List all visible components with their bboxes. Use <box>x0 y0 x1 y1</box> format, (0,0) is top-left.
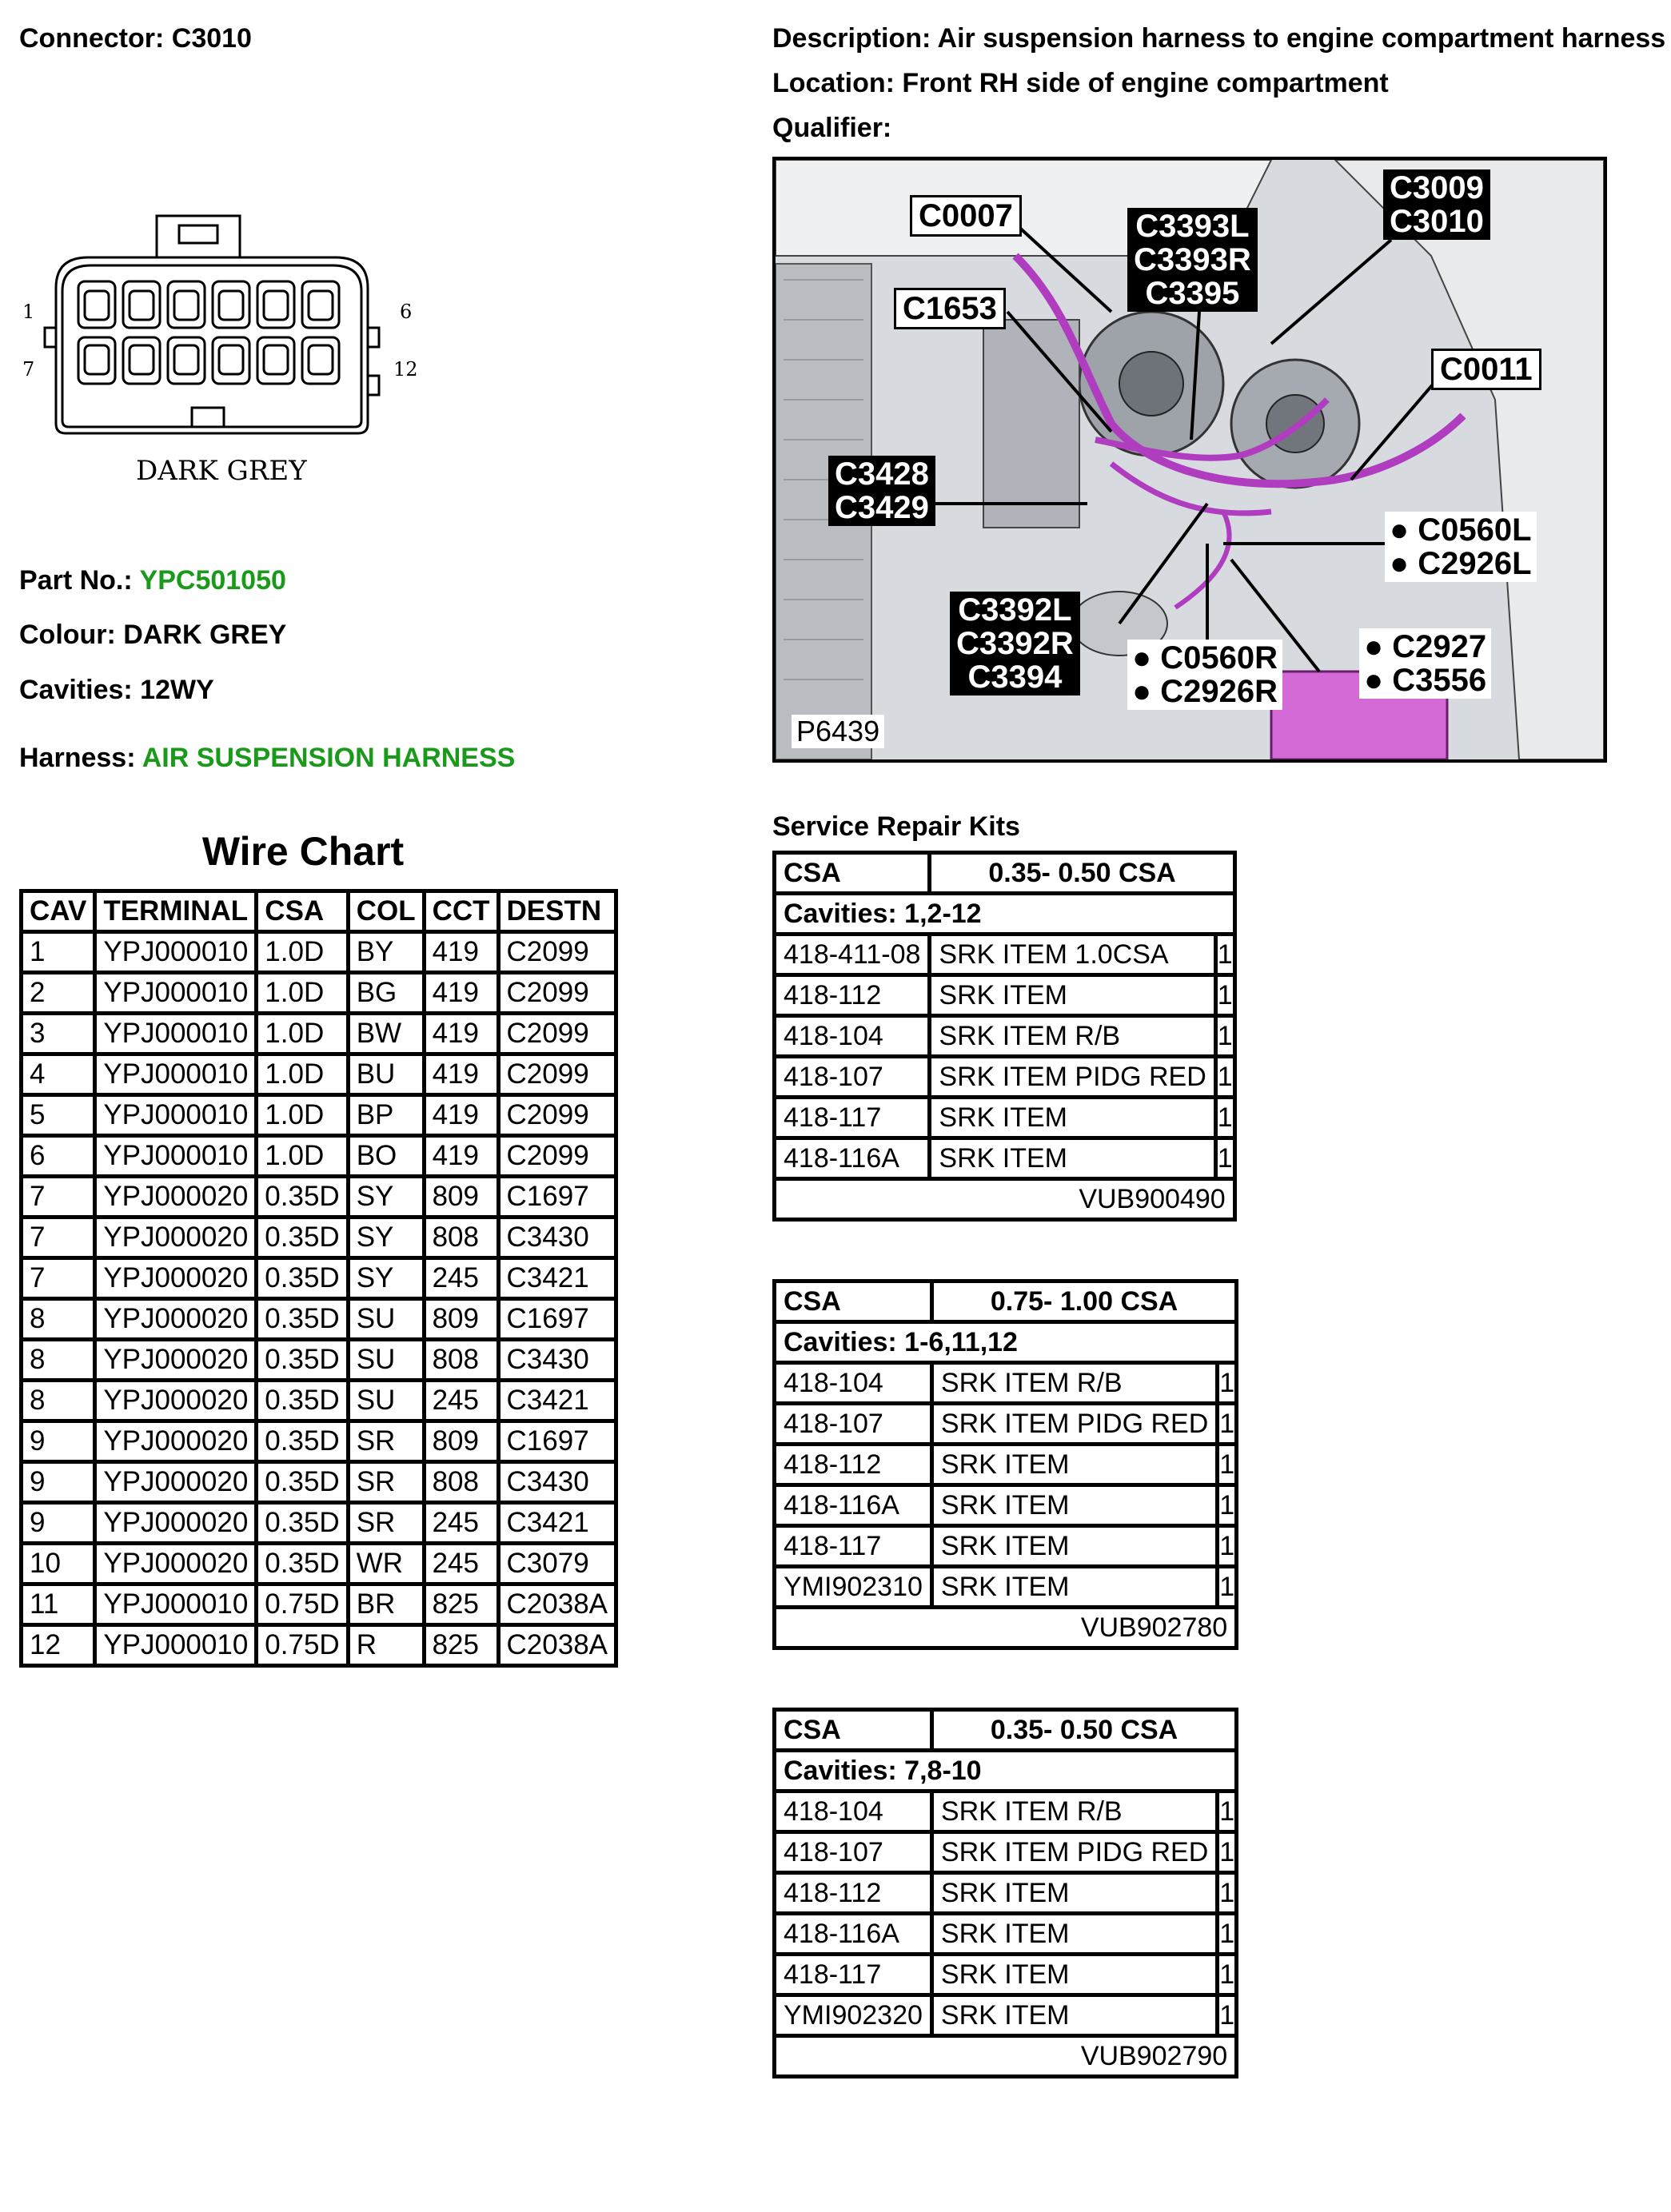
table-row <box>22 1584 616 1625</box>
kit-part-number: YMI902310 <box>775 1567 932 1608</box>
kit-part-number: 418-107 <box>775 1404 932 1445</box>
table-cell: 825 <box>424 1584 498 1625</box>
table-row <box>775 853 1235 894</box>
table-cell: WR <box>348 1544 424 1584</box>
colour-text: Colour: DARK GREY <box>19 620 287 650</box>
kit-part-number: 418-107 <box>775 1057 930 1098</box>
table-cell: C1697 <box>498 1177 616 1218</box>
table-row <box>22 1421 616 1462</box>
label-c1653: C1653 <box>894 288 1006 329</box>
csa-range: 0.35- 0.50 CSA <box>930 853 1234 894</box>
kit-part-number: 418-116A <box>775 1914 932 1955</box>
kit-item-description: SRK ITEM <box>930 975 1215 1016</box>
table-row <box>22 1014 616 1054</box>
table-cell: SR <box>348 1421 424 1462</box>
pin-label-7: 7 <box>22 358 35 381</box>
table-cell: YPJ000020 <box>95 1340 257 1381</box>
kit-number: VUB902780 <box>775 1608 1237 1648</box>
table-cell: 2 <box>22 973 95 1014</box>
kit-item-description: SRK ITEM <box>931 1914 1217 1955</box>
table-cell: 5 <box>22 1095 95 1136</box>
table-cell: YPJ000010 <box>95 932 257 973</box>
table-cell: SU <box>348 1299 424 1340</box>
kit-item-quantity: 1 <box>1215 1138 1234 1179</box>
table-cell: YPJ000020 <box>95 1421 257 1462</box>
part-number-label: Part No.: <box>19 565 133 596</box>
kit-item-quantity: 1 <box>1218 1832 1237 1873</box>
wire-chart-title: Wire Chart <box>201 829 405 874</box>
table-cell: SY <box>348 1258 424 1299</box>
harness-label: Harness: <box>19 743 136 773</box>
kit-part-number: 418-411-08 <box>775 935 930 975</box>
table-cell: C2099 <box>498 1136 616 1177</box>
table-row <box>22 1218 616 1258</box>
table-row <box>22 1258 616 1299</box>
table-cell: SR <box>348 1503 424 1544</box>
wire-chart-column-header: TERMINAL <box>95 891 257 932</box>
table-cell: C3421 <box>498 1381 616 1421</box>
table-row <box>775 1995 1237 2036</box>
photo-ref: P6439 <box>792 715 884 748</box>
table-cell: SU <box>348 1340 424 1381</box>
table-row <box>775 1914 1237 1955</box>
table-row <box>22 1544 616 1584</box>
table-cell: BO <box>348 1136 424 1177</box>
table-cell: YPJ000020 <box>95 1544 257 1584</box>
table-cell: YPJ000010 <box>95 1584 257 1625</box>
table-cell: C3430 <box>498 1340 616 1381</box>
table-cell: 1.0D <box>257 1054 348 1095</box>
table-cell: 809 <box>424 1421 498 1462</box>
wire-chart-column-header: CSA <box>257 891 348 932</box>
table-cell: 1.0D <box>257 1014 348 1054</box>
kit-part-number: 418-107 <box>775 1832 932 1873</box>
table-row <box>22 1503 616 1544</box>
csa-range: 0.35- 0.50 CSA <box>931 1710 1236 1751</box>
connector-face-icon <box>16 208 432 496</box>
table-row <box>775 1057 1235 1098</box>
table-cell: 419 <box>424 1014 498 1054</box>
cavities-range: Cavities: 1,2-12 <box>775 894 1235 935</box>
table-row <box>775 1016 1235 1057</box>
table-row <box>775 975 1235 1016</box>
table-cell: 0.75D <box>257 1584 348 1625</box>
table-row <box>775 894 1235 935</box>
label-c0011: C0011 <box>1431 349 1541 390</box>
table-cell: 7 <box>22 1258 95 1299</box>
table-row <box>22 1462 616 1503</box>
table-row <box>775 1955 1237 1995</box>
table-row <box>775 1567 1237 1608</box>
kit-number: VUB900490 <box>775 1179 1235 1220</box>
kit-item-quantity: 1 <box>1215 1016 1234 1057</box>
table-row <box>22 1381 616 1421</box>
kit-part-number: 418-112 <box>775 1445 932 1485</box>
table-cell: 7 <box>22 1218 95 1258</box>
csa-label: CSA <box>775 1281 932 1322</box>
table-cell: BW <box>348 1014 424 1054</box>
table-cell: C1697 <box>498 1421 616 1462</box>
wire-chart-column-header: DESTN <box>498 891 616 932</box>
table-cell: 0.35D <box>257 1544 348 1584</box>
table-cell: 0.35D <box>257 1177 348 1218</box>
csa-range: 0.75- 1.00 CSA <box>931 1281 1236 1322</box>
label-c0560r: ● C0560R ● C2926R <box>1127 640 1282 710</box>
table-cell: YPJ000010 <box>95 1054 257 1095</box>
connector-diagram <box>16 208 432 496</box>
label-c3428: C3428 C3429 <box>828 456 935 526</box>
kit-item-description: SRK ITEM <box>930 1138 1215 1179</box>
table-row <box>775 1485 1237 1526</box>
table-row <box>775 1179 1235 1220</box>
kit-item-quantity: 1 <box>1215 1057 1234 1098</box>
table-cell: 0.75D <box>257 1625 348 1666</box>
table-cell: C2099 <box>498 1054 616 1095</box>
kit-item-quantity: 1 <box>1218 1792 1237 1832</box>
kit-part-number: 418-117 <box>775 1955 932 1995</box>
table-row <box>775 1363 1237 1404</box>
table-row <box>775 1710 1237 1751</box>
kit-item-description: SRK ITEM R/B <box>930 1016 1215 1057</box>
table-cell: C2038A <box>498 1625 616 1666</box>
kit-item-quantity: 1 <box>1218 1485 1237 1526</box>
table-cell: 12 <box>22 1625 95 1666</box>
service-kits-title: Service Repair Kits <box>772 811 1020 842</box>
table-row <box>775 1404 1237 1445</box>
table-cell: YPJ000020 <box>95 1218 257 1258</box>
table-cell: C3421 <box>498 1503 616 1544</box>
table-cell: YPJ000010 <box>95 973 257 1014</box>
kit-part-number: 418-117 <box>775 1098 930 1138</box>
table-row <box>775 935 1235 975</box>
harness-value: AIR SUSPENSION HARNESS <box>142 743 516 773</box>
kit-item-quantity: 1 <box>1218 1955 1237 1995</box>
table-cell: 419 <box>424 1095 498 1136</box>
table-row <box>775 1281 1237 1322</box>
service-kit-table <box>772 1708 1238 2078</box>
pin-label-1: 1 <box>22 301 35 323</box>
service-kits <box>772 851 1236 2078</box>
wire-chart-column-header: CCT <box>424 891 498 932</box>
table-cell: 0.35D <box>257 1462 348 1503</box>
table-cell: 9 <box>22 1503 95 1544</box>
harness <box>19 742 515 774</box>
kit-item-description: SRK ITEM <box>931 1526 1217 1567</box>
table-cell: 0.35D <box>257 1340 348 1381</box>
part-number-value: YPC501050 <box>139 565 286 596</box>
table-cell: 245 <box>424 1258 498 1299</box>
kit-item-quantity: 1 <box>1218 1445 1237 1485</box>
table-cell: 1.0D <box>257 1095 348 1136</box>
cavities-range: Cavities: 7,8-10 <box>775 1751 1237 1792</box>
table-row <box>22 1340 616 1381</box>
table-cell: 808 <box>424 1218 498 1258</box>
table-row <box>775 1832 1237 1873</box>
table-cell: 0.35D <box>257 1381 348 1421</box>
table-cell: 245 <box>424 1503 498 1544</box>
table-row <box>775 1526 1237 1567</box>
kit-item-description: SRK ITEM PIDG RED <box>931 1832 1217 1873</box>
kit-item-description: SRK ITEM <box>931 1567 1217 1608</box>
table-row <box>22 932 616 973</box>
table-cell: C2099 <box>498 932 616 973</box>
qualifier-text: Qualifier: <box>772 113 892 143</box>
table-cell: 825 <box>424 1625 498 1666</box>
kit-item-description: SRK ITEM PIDG RED <box>931 1404 1217 1445</box>
connector-color-label: DARK GREY <box>136 455 307 487</box>
table-row <box>22 973 616 1014</box>
service-kit-table <box>772 1279 1238 1650</box>
table-cell: C2038A <box>498 1584 616 1625</box>
table-cell: 0.35D <box>257 1258 348 1299</box>
table-cell: 245 <box>424 1544 498 1584</box>
kit-part-number: 418-116A <box>775 1485 932 1526</box>
table-cell: YPJ000020 <box>95 1258 257 1299</box>
table-cell: 0.35D <box>257 1503 348 1544</box>
table-row <box>775 1445 1237 1485</box>
kit-part-number: 418-104 <box>775 1792 932 1832</box>
kit-item-quantity: 1 <box>1215 935 1234 975</box>
table-cell: YPJ000020 <box>95 1299 257 1340</box>
wire-chart-header-row <box>22 891 616 932</box>
service-kit-table <box>772 851 1237 1222</box>
kit-part-number: 418-112 <box>775 975 930 1016</box>
kit-item-description: SRK ITEM <box>931 1873 1217 1914</box>
table-cell: 808 <box>424 1462 498 1503</box>
table-row <box>22 1054 616 1095</box>
kit-part-number: 418-112 <box>775 1873 932 1914</box>
table-cell: 8 <box>22 1299 95 1340</box>
csa-label: CSA <box>775 1710 932 1751</box>
table-cell: 8 <box>22 1340 95 1381</box>
location-text: Location: Front RH side of engine compartment <box>772 68 1389 98</box>
kit-part-number: 418-117 <box>775 1526 932 1567</box>
table-row <box>775 1138 1235 1179</box>
table-cell: 1.0D <box>257 1136 348 1177</box>
table-cell: 419 <box>424 973 498 1014</box>
table-cell: 0.35D <box>257 1218 348 1258</box>
kit-number: VUB902790 <box>775 2036 1237 2077</box>
table-cell: 1.0D <box>257 973 348 1014</box>
table-cell: YPJ000010 <box>95 1136 257 1177</box>
table-cell: 4 <box>22 1054 95 1095</box>
kit-item-quantity: 1 <box>1218 1363 1237 1404</box>
table-cell: YPJ000020 <box>95 1177 257 1218</box>
table-row <box>775 1608 1237 1648</box>
kit-item-description: SRK ITEM <box>930 1098 1215 1138</box>
table-cell: BY <box>348 932 424 973</box>
kit-item-quantity: 1 <box>1218 1914 1237 1955</box>
table-cell: 0.35D <box>257 1421 348 1462</box>
table-cell: YPJ000020 <box>95 1462 257 1503</box>
table-cell: 11 <box>22 1584 95 1625</box>
table-row <box>22 1299 616 1340</box>
kit-item-description: SRK ITEM <box>931 1485 1217 1526</box>
table-cell: 6 <box>22 1136 95 1177</box>
kit-part-number: 418-116A <box>775 1138 930 1179</box>
table-cell: 245 <box>424 1381 498 1421</box>
pin-label-12: 12 <box>393 358 418 381</box>
table-cell: YPJ000010 <box>95 1014 257 1054</box>
label-c3009: C3009 C3010 <box>1383 169 1490 240</box>
table-cell: 419 <box>424 932 498 973</box>
table-row <box>22 1625 616 1666</box>
label-c0560l: ● C0560L ● C2926L <box>1385 512 1537 582</box>
table-cell: 8 <box>22 1381 95 1421</box>
wire-chart-table <box>19 889 618 1668</box>
kit-item-description: SRK ITEM 1.0CSA <box>930 935 1215 975</box>
table-row <box>775 1792 1237 1832</box>
label-c0007: C0007 <box>910 195 1022 237</box>
table-cell: C3421 <box>498 1258 616 1299</box>
kit-item-quantity: 1 <box>1218 1567 1237 1608</box>
table-cell: 9 <box>22 1462 95 1503</box>
csa-label: CSA <box>775 853 930 894</box>
label-c2927: ● C2927 ● C3556 <box>1359 628 1491 699</box>
table-cell: C3079 <box>498 1544 616 1584</box>
kit-item-quantity: 1 <box>1215 975 1234 1016</box>
table-row <box>775 1751 1237 1792</box>
table-row <box>775 2036 1237 2077</box>
table-cell: 7 <box>22 1177 95 1218</box>
table-row <box>22 1136 616 1177</box>
table-cell: 808 <box>424 1340 498 1381</box>
table-cell: SY <box>348 1218 424 1258</box>
table-row <box>775 1873 1237 1914</box>
label-c3392: C3392L C3392R C3394 <box>950 592 1080 695</box>
table-cell: YPJ000010 <box>95 1095 257 1136</box>
location-photo <box>772 157 1607 763</box>
kit-item-quantity: 1 <box>1218 1526 1237 1567</box>
table-cell: 0.35D <box>257 1299 348 1340</box>
table-cell: YPJ000020 <box>95 1381 257 1421</box>
table-cell: 419 <box>424 1054 498 1095</box>
table-cell: YPJ000020 <box>95 1503 257 1544</box>
kit-item-description: SRK ITEM R/B <box>931 1792 1217 1832</box>
table-cell: BG <box>348 973 424 1014</box>
table-cell: SY <box>348 1177 424 1218</box>
kit-item-description: SRK ITEM R/B <box>931 1363 1217 1404</box>
kit-item-description: SRK ITEM <box>931 1995 1217 2036</box>
table-cell: 9 <box>22 1421 95 1462</box>
cavities-text: Cavities: 12WY <box>19 675 214 705</box>
kit-item-description: SRK ITEM PIDG RED <box>930 1057 1215 1098</box>
table-row <box>775 1098 1235 1138</box>
table-cell: YPJ000010 <box>95 1625 257 1666</box>
kit-part-number: 418-104 <box>775 1363 932 1404</box>
table-cell: C1697 <box>498 1299 616 1340</box>
table-cell: 419 <box>424 1136 498 1177</box>
table-cell: 1.0D <box>257 932 348 973</box>
part-number <box>19 564 286 596</box>
table-row <box>775 1322 1237 1363</box>
table-row <box>22 1095 616 1136</box>
kit-item-quantity: 1 <box>1218 1404 1237 1445</box>
table-cell: 809 <box>424 1299 498 1340</box>
kit-item-description: SRK ITEM <box>931 1955 1217 1995</box>
kit-part-number: YMI902320 <box>775 1995 932 2036</box>
table-cell: C2099 <box>498 1014 616 1054</box>
connector-title: Connector: C3010 <box>19 23 252 54</box>
wire-chart-column-header: COL <box>348 891 424 932</box>
table-cell: C3430 <box>498 1462 616 1503</box>
table-cell: C2099 <box>498 973 616 1014</box>
label-c3393: C3393L C3393R C3395 <box>1127 208 1258 312</box>
kit-item-description: SRK ITEM <box>931 1445 1217 1485</box>
description-text: Description: Air suspension harness to engine compartment harness <box>772 23 1666 54</box>
table-cell: 1 <box>22 932 95 973</box>
wire-chart-column-header: CAV <box>22 891 95 932</box>
cavities-range: Cavities: 1-6,11,12 <box>775 1322 1237 1363</box>
pin-label-6: 6 <box>400 301 413 323</box>
table-row <box>22 1177 616 1218</box>
kit-item-quantity: 1 <box>1218 1873 1237 1914</box>
table-cell: C2099 <box>498 1095 616 1136</box>
table-cell: SR <box>348 1462 424 1503</box>
table-cell: C3430 <box>498 1218 616 1258</box>
table-cell: BP <box>348 1095 424 1136</box>
kit-item-quantity: 1 <box>1215 1098 1234 1138</box>
table-cell: 3 <box>22 1014 95 1054</box>
table-cell: 10 <box>22 1544 95 1584</box>
table-cell: BR <box>348 1584 424 1625</box>
table-cell: BU <box>348 1054 424 1095</box>
kit-part-number: 418-104 <box>775 1016 930 1057</box>
table-cell: R <box>348 1625 424 1666</box>
table-cell: SU <box>348 1381 424 1421</box>
table-cell: 809 <box>424 1177 498 1218</box>
kit-item-quantity: 1 <box>1218 1995 1237 2036</box>
